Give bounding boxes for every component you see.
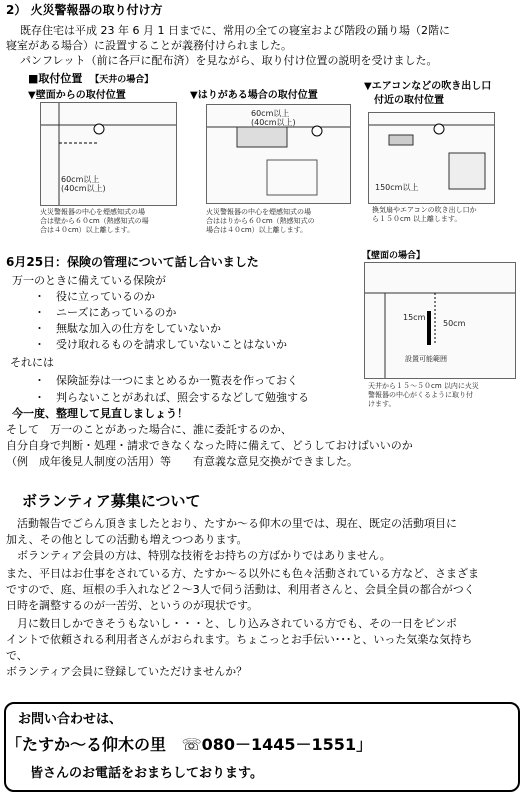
phone-icon: ☏ [181, 735, 202, 754]
figure4-caption: 天井から１５～５０cm 以内に火災 警報器の中心がくるように取り付 けます。 [368, 382, 479, 408]
volunteer-line: また、平日はお仕事をされている方、たすか～る以外にも色々活動されている方など、さまざま [6, 567, 479, 580]
figure-section-title [28, 70, 153, 86]
volunteer-line: 日時を調整するのが一苦労、というのが現状です。 [6, 599, 259, 612]
insurance-bullet: ・ 受け取れるものを請求していないことはないか [34, 338, 287, 351]
phone-number: 080－1445－1551」 [201, 735, 373, 754]
volunteer-line: 月に数日しかできそうもないし・・・と、しり込みされている方でも、その一日をピンポ [6, 617, 457, 630]
insurance-bullet: ・ 役に立っているのか [34, 290, 155, 303]
figure3-dimension-label: 150cm以上 [375, 183, 419, 192]
figure3-caption: 換気扇やエアコンの吹き出し口か ら１５０cm 以上離します。 [372, 206, 477, 223]
figure2-dimension-label: 60cm以上 (40cm以上) [251, 109, 296, 127]
figure1-title: ▼壁面からの取付位置 [28, 90, 126, 101]
volunteer-line: ですので、庭、垣根の手入れなど２～3人で伺う活動は、利用者さんと、会員全員の都合がつく [6, 583, 475, 596]
contact-intro: お問い合わせは、 [18, 712, 123, 727]
figure3-title: ▼エアコンなどの吹き出し口 付近の取付位置 [364, 81, 492, 106]
insurance-bullet: ・ ニーズにあっているのか [34, 306, 177, 319]
insurance-paragraph-line3: （例 成年後見人制度の活用）等 有意義な意見交換ができました。 [6, 455, 358, 468]
insurance-action: ・ 判らないことがあれば、照会するなどして勉強する [34, 391, 309, 404]
section-heading-alarm: 2） 火災警報器の取り付け方 [6, 3, 163, 17]
organization-name: 「たすか～る仰木の里 [6, 735, 167, 754]
alarm-paragraph-line1: 既存住宅は平成 23 年 6 月 1 日までに、常用の全ての寝室および階段の踊り場（2階に [20, 24, 450, 37]
insurance-emphasis: 今一度、整理して見直しましょう！ [12, 407, 188, 420]
figure2-diagram [206, 104, 351, 204]
figure4-dimension-bottom: 50cm [443, 319, 466, 328]
volunteer-line: で、 [6, 649, 28, 662]
figure1-diagram [40, 102, 177, 206]
figure3-diagram [368, 112, 495, 204]
volunteer-line: イントで依頼される利用者さんがおられます。ちょこっとお手伝い･･･と、いった気楽な気持ち [6, 633, 473, 646]
figure1-caption: 火災警報器の中心を煙感知式の場 合は壁から６０cm（熱感知式の場 合は４０cm）以上離します。 [40, 208, 149, 234]
volunteer-line: 加え、その他としての活動も増えつつあります。 [6, 533, 248, 546]
volunteer-line: ボランティア会員の方は、特別な技術をお持ちの方ばかりではありません。 [6, 549, 391, 562]
figure-section-sublabel: 【天井の場合】 [90, 75, 154, 85]
figure4-dimension-top: 15cm [403, 313, 426, 322]
figure4-diagram [364, 262, 516, 379]
section-heading-insurance: 6月25日：保険の管理について話し合いました [6, 255, 259, 269]
insurance-intro: 万一のときに備えている保険が [12, 274, 166, 287]
figure1-dimension-label: 60cm以上 (40cm以上) [61, 175, 106, 193]
volunteer-line: 活動報告でごらん頂きましたとおり、たすか～る仰木の里では、現在、既定の活動項目に [6, 517, 457, 530]
figure-section-label: ■取付位置 [28, 72, 83, 85]
contact-line [6, 732, 372, 755]
volunteer-line: ボランティア会員に登録していただけませんか？ [6, 665, 248, 678]
figure2-title: ▼はりがある場合の取付位置 [190, 90, 318, 101]
alarm-paragraph-line2: 寝室がある場合）に設置することが義務付けられました。 [6, 39, 292, 52]
figure4-title: 【壁面の場合】 [362, 251, 426, 261]
alarm-paragraph-line3: パンフレット（前に各戸に配布済）を見ながら、取り付け位置の説明を受けました。 [20, 54, 438, 67]
section-heading-volunteer: ボランティア募集について [22, 492, 201, 510]
insurance-therefore: それには [10, 356, 54, 369]
figure2-caption: 火災警報器の中心を煙感知式の場 合ははりから６０cm（熱感知式の 場合は４０cm）以上離します。 [206, 208, 315, 234]
insurance-bullet: ・ 無駄な加入の仕方をしていないか [34, 322, 221, 335]
insurance-paragraph-line2: 自分自身で判断・処理・請求できなくなった時に備えて、どうしておけばいいのか [6, 439, 413, 452]
insurance-paragraph-line1: そして 万一のことがあった場合に、誰に委託するのか、 [6, 423, 292, 436]
insurance-action: ・ 保険証券は一つにまとめるか一覧表を作っておく [34, 374, 298, 387]
contact-closing: 皆さんのお電話をおまちしております。 [30, 766, 263, 781]
figure4-range-label: 設置可能範囲 [405, 355, 447, 363]
contact-box [4, 702, 520, 792]
